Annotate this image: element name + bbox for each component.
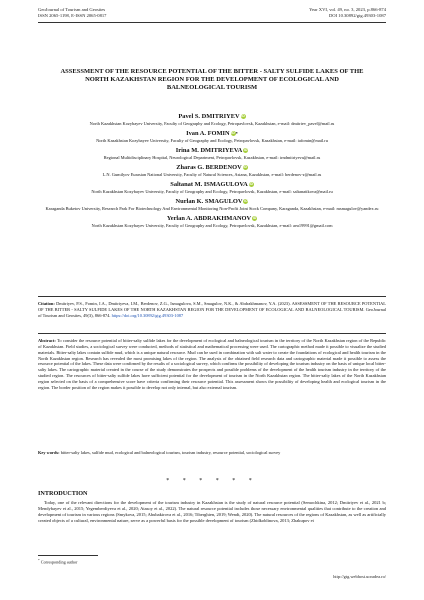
citation-rule-bottom: [38, 333, 386, 334]
author-affiliation: Karaganda Buketov University, Research Park For Biotechnology And Environmental Monitoring Non-Profit Joint Stock Company, Karaganda, Kazakhstan, e-mail: msmagulov@yandex.ru: [45, 206, 379, 211]
issue-info: Year XVI, vol. 49, no. 3, 2023, p.866-874: [309, 7, 386, 12]
author-name: [38, 215, 386, 223]
journal-header-right: [309, 7, 386, 19]
keywords: [38, 450, 386, 456]
orcid-icon[interactable]: iD: [249, 182, 253, 187]
author-affiliation: North Kazakhstan Kozybayev University, Faculty of Geography and Ecology, Petropavlovsk, Kazakhstan, e-mail: aea19991@gmail.com: [91, 223, 333, 228]
orcid-icon[interactable]: iD: [241, 114, 245, 119]
footnote-text: Corresponding author: [40, 559, 78, 565]
intro-heading: INTRODUCTION: [38, 490, 88, 497]
author-list: [38, 110, 386, 229]
author-block: [38, 198, 386, 212]
abstract-label: Abstract:: [38, 338, 56, 343]
issn: ISSN 2065-1198, E-ISSN 2065-0817: [38, 13, 107, 19]
corresponding-mark: *: [235, 131, 238, 136]
citation: [38, 301, 386, 318]
author-name: [38, 130, 386, 138]
intro-text: Today, one of the relevant directions for the development of the tourism industry in Kazakhstan is the study of natural resource potential (Semochkina, 2012; Dmitriyev et al., 2021 b; Mendybayev et al., 2015; Yegemberdiyeva et al., 2020; Atasoy et al., 2022). The natural resource potential includes those necessary environmental qualities that contribute to the creation and development of tourism in various regions (Smykova, 2015; Abubakirova et al., 2016; Tiberghien, 2019; Wendt, 2020). The natural resources of the regions of Kazakhstan, as well as artificially created objects of a cultural, environmental nature, serve as a powerful basis for the possible development of tourism (Zhidkoblinova, 2013; Zhakupov et: [38, 500, 386, 523]
journal-header-left: [38, 7, 106, 19]
author-block: [38, 147, 386, 161]
author-name: [38, 147, 386, 155]
author-name-text: Nurlan K. SMAGULOV: [175, 198, 243, 205]
author-affiliation: Regional Multidisciplinary Hospital, Neurological Department, Petropavlovsk, Kazakhstan, e-mail: irndmitriyeva@mail.ru: [103, 155, 321, 160]
abstract: [38, 338, 386, 391]
author-name-text: Saltanat M. ISMAGULOVA: [170, 181, 248, 188]
journal-name: GeoJournal of Tourism and Geosites: [38, 7, 106, 12]
author-name-text: Zharas G. BERDENOV: [176, 164, 242, 171]
footnote: * Corresponding author: [38, 558, 78, 565]
author-name: [38, 181, 386, 189]
author-block: [38, 113, 386, 127]
doi[interactable]: DOI 10.30892/gtg.49303-1087: [328, 13, 386, 19]
footer-url[interactable]: http://gtg.webhost.uoradea.ro/: [333, 574, 386, 579]
keywords-label: Key words:: [38, 450, 60, 455]
orcid-icon[interactable]: iD: [231, 131, 235, 136]
author-name-text: Yerlan A. ABDRAKHMANOV: [166, 215, 252, 222]
author-block: [38, 215, 386, 229]
keywords-text: bitter-salty lakes, sulfide mud, ecological and balneological tourism, tourism industry, resource potential, sociological survey: [59, 450, 281, 455]
header-rule: [38, 22, 386, 23]
author-affiliation: North Kazakhstan Kozybayev University, Faculty of Geography and Ecology, Petropavlovsk, Kazakhstan, e-mail: iafomin@mail.ru: [96, 138, 328, 143]
section-separator: * * * * * *: [166, 478, 258, 484]
author-name: [38, 198, 386, 206]
author-name-text: Pavel S. DMITRIYEV: [178, 113, 240, 120]
author-block: [38, 130, 386, 144]
author-affiliation: North Kazakhstan Kozybayev University, Faculty of Geography and Ecology, Petropavlovsk, Kazakhstan, e-mail: dmitriev_pavel@mail.ru: [89, 121, 335, 126]
citation-link[interactable]: https://doi.org/10.30892/gtg.49303-1087: [111, 312, 184, 318]
orcid-icon[interactable]: iD: [243, 165, 247, 170]
author-affiliation: North Kazakhstan Kozybayev University, Faculty of Geography and Ecology, Petropavlovsk, Kazakhstan, e-mail: saltanatikova@mail.ru: [91, 189, 333, 194]
author-name: [38, 113, 386, 121]
orcid-icon[interactable]: iD: [244, 148, 248, 153]
author-name: [38, 164, 386, 172]
article-title: ASSESSMENT OF THE RESOURCE POTENTIAL OF THE BITTER - SALTY SULFIDE LAKES OF THE NORTH KAZAKHSTAN REGION FOR THE DEVELOPMENT OF ECOLOGICAL AND BALNEOLOGICAL TOURISM: [60, 68, 364, 92]
orcid-icon[interactable]: iD: [252, 216, 257, 221]
abstract-text: To consider the resource potential of bitter-salty sulfide lakes for the development of ecological and balneological tourism in the territory of the North Kazakhstan region of the Republic of Kazakhstan. Field studies, a sociological survey were conducted, methods of statistical and mathematical processing were used. The cartographic method made it possible to visualize the studied materials. Bitter-salty lakes contain sulfide mud, which is a unique natural resource. Mud can be used in combination with salt water to create the foundations of ecological and health tourism in the North Kazakhstan region. Research has revealed the most promising lakes of the region. The analysis of the obtained field research data and cartographic material made it possible to assess the resource potential of the lakes. These data were confirmed by the results of a sociological survey, which confirms the possibility of developing the tourism industry on the basis of unique local bitter-salty lakes. The cartographic material created in the course of the study demonstrates the prospects and possible problems of the development of the health tourism industry in the territory of the studied region. The resources of bitter-salty sulfide lakes have sufficient potential for the development of tourism in the North Kazakhstan region. The bitter-salty lakes of the North Kazakhstan region selected on the basis of a comprehensive score have criteria confirming their resource potential. This assessment shows the possibility of developing health and ecological tourism in the region. The border position of the region makes it possible to develop not only internal, but also external tourism.: [38, 338, 386, 390]
author-block: [38, 164, 386, 178]
author-affiliation: L.N. Gumilyov Eurasian National University, Faculty of Natural Sciences, Astana, Kazakhstan, e-mail: berdenov-z@mail.ru: [102, 172, 322, 177]
citation-label: Citation:: [38, 301, 55, 306]
author-name-text: Irina M. DMITRIYEVA: [175, 147, 243, 154]
orcid-icon[interactable]: iD: [244, 199, 248, 204]
author-name-text: Ivan A. FOMIN: [186, 130, 230, 137]
citation-text: Dmitriyev, P.S., Fomin, I.A., Dmitriyeva, I.M., Berdenov, Z.G., Ismagulova, S.M., Smagulov, N.K., & Abdrakhmanov, Y.A. (2023). ASSESSMENT OF THE RESOURCE POTENTIAL OF THE BITTER - SALTY SULFIDE LAKES OF THE NORTH KAZAKHSTAN REGION FOR THE DEVELOPMENT OF ECOLOGICAL AND BALNEOLOGICAL TOURISM. GeoJournal of Tourism and Geosites, 49(3), 866-874.: [38, 301, 386, 318]
author-block: [38, 181, 386, 195]
citation-rule-top: [38, 296, 386, 297]
footnote-rule: [38, 555, 98, 556]
